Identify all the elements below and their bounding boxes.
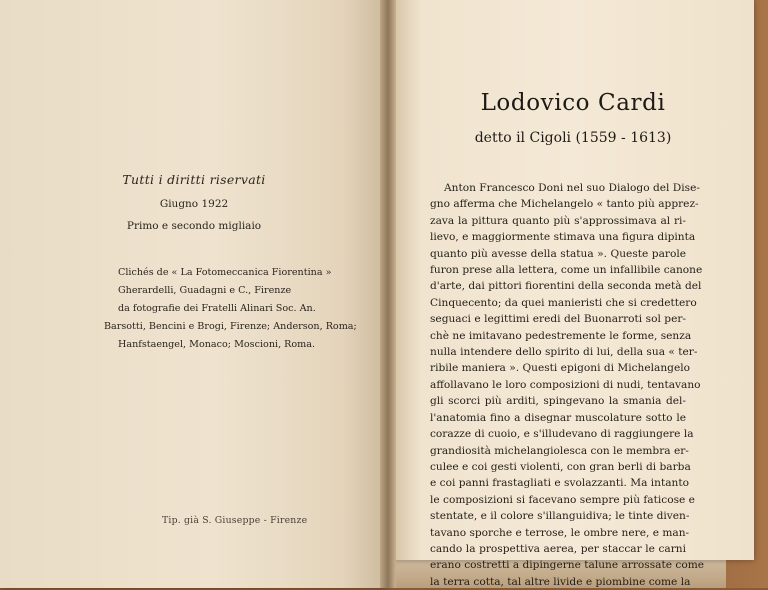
text-line: culee e coi gesti violenti, con gran berli di barba xyxy=(430,460,691,473)
printer-imprint: Tip. già S. Giuseppe - Firenze xyxy=(162,515,308,526)
text-line: chè ne imitavano pedestremente le forme, senza xyxy=(430,329,692,342)
credits-line: Barsotti, Bencini e Brogi, Firenze; Anderson, Roma; xyxy=(104,321,357,332)
text-line: seguaci e legittimi eredi del Buonarroti sol per- xyxy=(430,313,686,326)
text-line: furon prese alla lettera, come un infallibile canone xyxy=(430,264,703,277)
text-line: Cinquecento; da quei manieristi che si credettero xyxy=(430,296,697,309)
text-line: gli scorci più arditi, spingevano la smania del- xyxy=(430,395,686,408)
text-line: ribile maniera ». Questi epigoni di Michelangelo xyxy=(430,362,690,375)
edition-note: Primo e secondo migliaio xyxy=(126,220,262,232)
text-line: e coi panni frastagliati e svolazzanti. Ma intanto xyxy=(430,477,689,490)
text-line: affollavano le loro composizioni di nudi, tentavano xyxy=(430,378,701,391)
credits-line: Clichés de « La Fotomeccanica Fiorentina » xyxy=(118,267,332,278)
text-line: lievo, e maggiormente stimava una figura dipinta xyxy=(430,231,696,244)
photo-credits xyxy=(104,264,358,354)
text-line: stentate, e il colore s'illanguidiva; le tinte diven- xyxy=(430,510,690,523)
text-line: grandiosità michelangiolesca con le membra er- xyxy=(430,444,689,457)
text-line: la terra cotta, tal altre livide e piombine come la xyxy=(430,575,691,588)
text-line: l'anatomia fino a disegnar muscolature sotto le xyxy=(430,411,686,424)
publication-date: Giugno 1922 xyxy=(159,198,229,210)
book-gutter xyxy=(380,0,396,588)
text-line: gno afferma che Michelangelo « tanto più apprez- xyxy=(430,198,699,211)
text-line: cando la prospettiva aerea, per staccar le carni xyxy=(430,542,686,555)
text-line: nulla intendere dello spirito di lui, della sua « ter- xyxy=(430,346,698,359)
text-line: corazze di cuoio, e s'illudevano di raggiungere la xyxy=(430,428,694,441)
chapter-subtitle: detto il Cigoli (1559 - 1613) xyxy=(474,130,672,146)
text-line: zava la pittura quanto più s'approssimava al ri- xyxy=(430,214,686,227)
credits-line: da fotografie dei Fratelli Alinari Soc. An. xyxy=(118,303,316,314)
rights-reserved: Tutti i diritti riservati xyxy=(122,172,266,187)
chapter-title: Lodovico Cardi xyxy=(480,90,666,116)
text-line: quanto più avesse della statua ». Queste parole xyxy=(430,247,686,260)
body-paragraph xyxy=(430,180,705,590)
text-line: Anton Francesco Doni nel suo Dialogo del Dise- xyxy=(444,182,700,194)
text-line: d'arte, dai pittori fiorentini della seconda metà del xyxy=(430,280,702,293)
credits-line: Gherardelli, Guadagni e C., Firenze xyxy=(118,285,292,296)
credits-line: Hanfstaengel, Monaco; Moscioni, Roma. xyxy=(118,339,316,350)
text-line: le composizioni si facevano sempre più faticose e xyxy=(430,493,695,506)
text-line: tavano sporche e terrose, le ombre nere, e man- xyxy=(430,526,690,539)
text-line: erano costretti a dipingerne talune arrossate come xyxy=(430,559,705,572)
